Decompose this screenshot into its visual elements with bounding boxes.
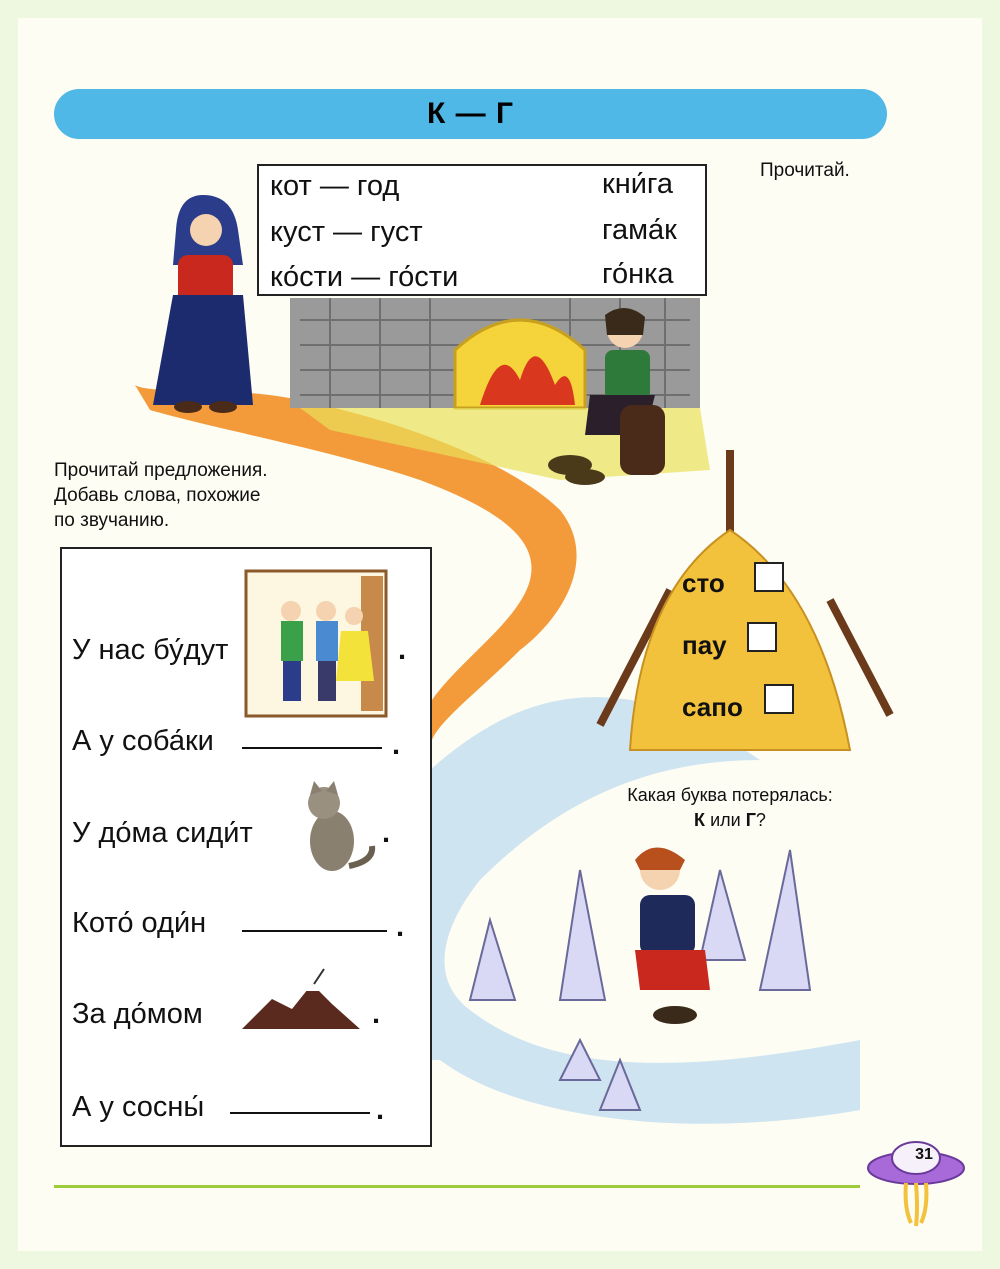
single-word: го́нка: [602, 258, 674, 290]
instruction-sentences: [54, 458, 354, 533]
word-pair: куст — густ: [270, 216, 423, 248]
answer-blank[interactable]: [242, 747, 382, 749]
letter-g: Г: [745, 810, 756, 830]
cat-picture: [294, 781, 374, 876]
sentence-end: .: [376, 1094, 385, 1126]
letter-k: К: [694, 810, 706, 830]
haystack-illustration: [600, 450, 900, 750]
footer-line: [54, 1185, 860, 1188]
question-or: или: [710, 810, 741, 830]
guests-picture: [246, 571, 386, 716]
sentence-end: .: [398, 634, 407, 666]
word-pairs-box: [257, 164, 707, 296]
answer-blank[interactable]: [230, 1112, 370, 1114]
question-line: [590, 808, 870, 833]
instruction-line: Добавь слова, похожие: [54, 485, 261, 506]
sentence-end: .: [396, 911, 405, 943]
word-pair: кот — год: [270, 170, 400, 202]
sentence: У нас бу́дут: [72, 634, 229, 666]
boy-illustration: [605, 840, 725, 1030]
instruction-line: по звучанию.: [54, 510, 170, 531]
page-title: К — Г: [427, 97, 514, 130]
sentence-end: .: [372, 998, 381, 1030]
letter-box[interactable]: [764, 684, 794, 714]
letter-box[interactable]: [754, 562, 784, 592]
sentence: А у соба́ки: [72, 725, 214, 757]
single-word: кни́га: [602, 168, 673, 200]
page-number: 31: [915, 1146, 933, 1163]
sentence: За до́мом: [72, 998, 203, 1030]
haystack-word: пау: [682, 630, 727, 660]
sentence: Кото́ оди́н: [72, 907, 207, 939]
word-pair: ко́сти — го́сти: [270, 261, 459, 293]
girl-illustration: [148, 195, 268, 415]
sentence: А у сосны́: [72, 1091, 205, 1123]
question-line: Какая буква потерялась:: [627, 785, 833, 805]
answer-blank[interactable]: [242, 930, 387, 932]
sentence-end: .: [382, 817, 391, 849]
mountain-picture: [242, 969, 362, 1039]
haystack-word: сапо: [682, 692, 743, 722]
instruction-line: Прочитай предложения.: [54, 460, 268, 481]
instruction-read: Прочитай.: [760, 160, 850, 181]
sentence-end: .: [392, 729, 401, 761]
single-word: гама́к: [602, 214, 677, 246]
haystack-word: сто: [682, 568, 725, 598]
letter-question: [590, 783, 870, 833]
question-mark: ?: [755, 810, 766, 830]
sentences-box: [60, 547, 432, 1147]
sentence: У до́ма сиди́т: [72, 817, 253, 849]
letter-box[interactable]: [747, 622, 777, 652]
